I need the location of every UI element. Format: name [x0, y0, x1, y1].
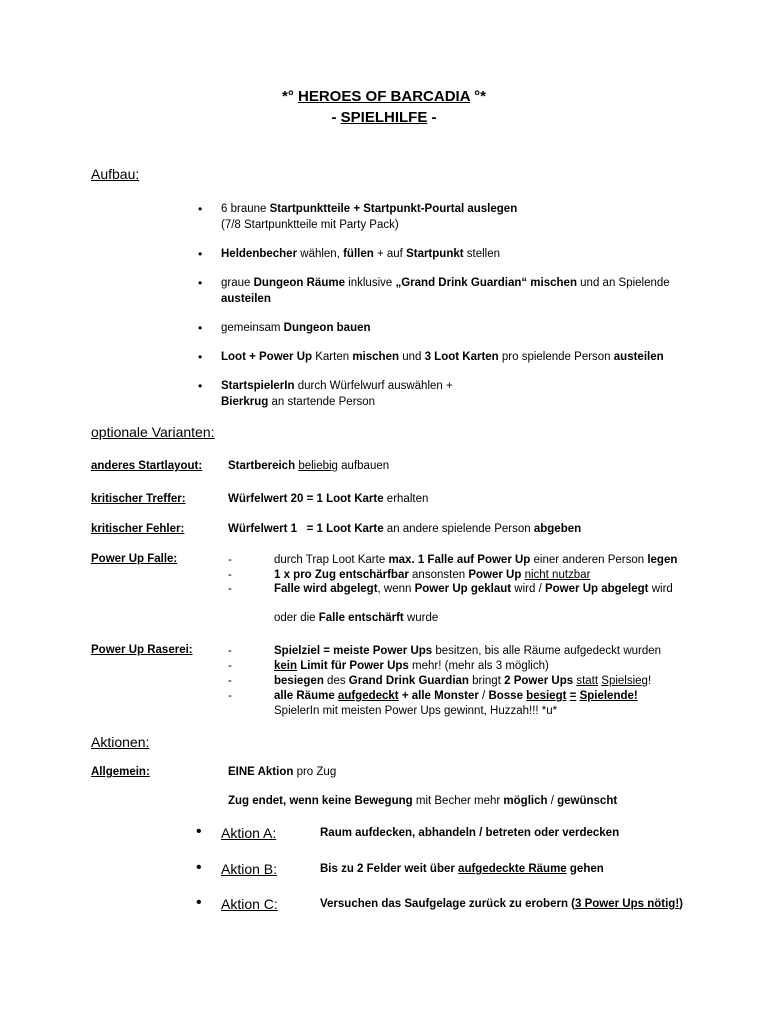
list-item: graue Dungeon Räume inklusive „Grand Drink Guardian“ mischen und an Spielende austeilen: [221, 277, 670, 305]
variant-text: Würfelwert 1 = 1 Loot Karte an andere spielende Person abgeben: [228, 523, 582, 535]
falle-line: 1 x pro Zug entschärfbar ansonsten Power Up nicht nutzbar: [274, 569, 591, 581]
dash: -: [228, 675, 232, 687]
raserei-line: kein Limit für Power Ups mehr! (mehr als 3 möglich): [274, 660, 549, 672]
variant-label: kritischer Treffer:: [91, 493, 186, 505]
list-item: StartspielerIn durch Würfelwurf auswählen + Bierkrug an startende Person: [221, 380, 453, 408]
aktion-label: Aktion B:: [221, 861, 278, 877]
dash: -: [228, 645, 232, 657]
section-heading-aufbau: Aufbau:: [91, 166, 140, 182]
raserei-line: Spielziel = meiste Power Ups besitzen, bis alle Räume aufgedeckt wurden: [274, 645, 662, 657]
bullet: •: [198, 202, 203, 216]
raserei-line: SpielerIn mit meisten Power Ups gewinnt, Huzzah!!! *u*: [274, 705, 558, 717]
falle-line: durch Trap Loot Karte max. 1 Falle auf Power Up einer anderen Person legen: [274, 554, 678, 566]
list-item: gemeinsam Dungeon bauen: [221, 322, 371, 334]
list-item: 6 braune Startpunktteile + Startpunkt-Pourtal auslegen (7/8 Startpunktteile mit Party Pack): [221, 203, 518, 231]
section-heading-aktionen: Aktionen:: [91, 734, 150, 750]
dash: -: [228, 660, 232, 672]
aktion-label: Aktion C:: [221, 896, 278, 912]
aktion-text: Raum aufdecken, abhandeln / betreten oder verdecken: [320, 827, 620, 839]
allgemein-line: EINE Aktion pro Zug: [228, 766, 337, 778]
list-item: Loot + Power Up Karten mischen und 3 Loot Karten pro spielende Person austeilen: [221, 351, 664, 363]
bullet: •: [198, 321, 203, 335]
dash: -: [228, 690, 232, 702]
falle-line: Falle wird abgelegt, wenn Power Up geklaut wird / Power Up abgelegt wird: [274, 583, 673, 595]
dash: -: [228, 569, 232, 581]
raserei-line: alle Räume aufgedeckt + alle Monster / Bosse besiegt = Spielende!: [274, 690, 638, 702]
bullet: •: [196, 823, 202, 840]
raserei-line: besiegen des Grand Drink Guardian bringt 2 Power Ups statt Spielsieg!: [274, 675, 652, 687]
dash: -: [228, 583, 232, 595]
allgemein-line: Zug endet, wenn keine Bewegung mit Becher mehr möglich / gewünscht: [228, 795, 618, 807]
list-item: Heldenbecher wählen, füllen + auf Startpunkt stellen: [221, 248, 500, 260]
variant-label-raserei: Power Up Raserei:: [91, 644, 193, 656]
falle-line: oder die Falle entschärft wurde: [274, 612, 439, 624]
bullet: •: [196, 894, 202, 911]
variant-text: Startbereich beliebig aufbauen: [228, 460, 390, 472]
variant-label: kritischer Fehler:: [91, 523, 185, 535]
bullet: •: [198, 247, 203, 261]
page-subtitle: - SPIELHILFE -: [331, 109, 437, 126]
bullet: •: [198, 379, 203, 393]
page-title: *° HEROES OF BARCADIA °*: [282, 88, 486, 105]
variant-text: Würfelwert 20 = 1 Loot Karte erhalten: [228, 493, 429, 505]
section-heading-varianten: optionale Varianten:: [91, 424, 215, 440]
aktion-text: Versuchen das Saufgelage zurück zu erobern (3 Power Ups nötig!): [320, 898, 683, 910]
bullet: •: [198, 276, 203, 290]
variant-label-falle: Power Up Falle:: [91, 553, 178, 565]
bullet: •: [198, 350, 203, 364]
aktion-label: Aktion A:: [221, 825, 277, 841]
variant-label: anderes Startlayout:: [91, 460, 203, 472]
dash: -: [228, 554, 232, 566]
allgemein-label: Allgemein:: [91, 766, 150, 778]
bullet: •: [196, 859, 202, 876]
aktion-text: Bis zu 2 Felder weit über aufgedeckte Räume gehen: [320, 863, 604, 875]
